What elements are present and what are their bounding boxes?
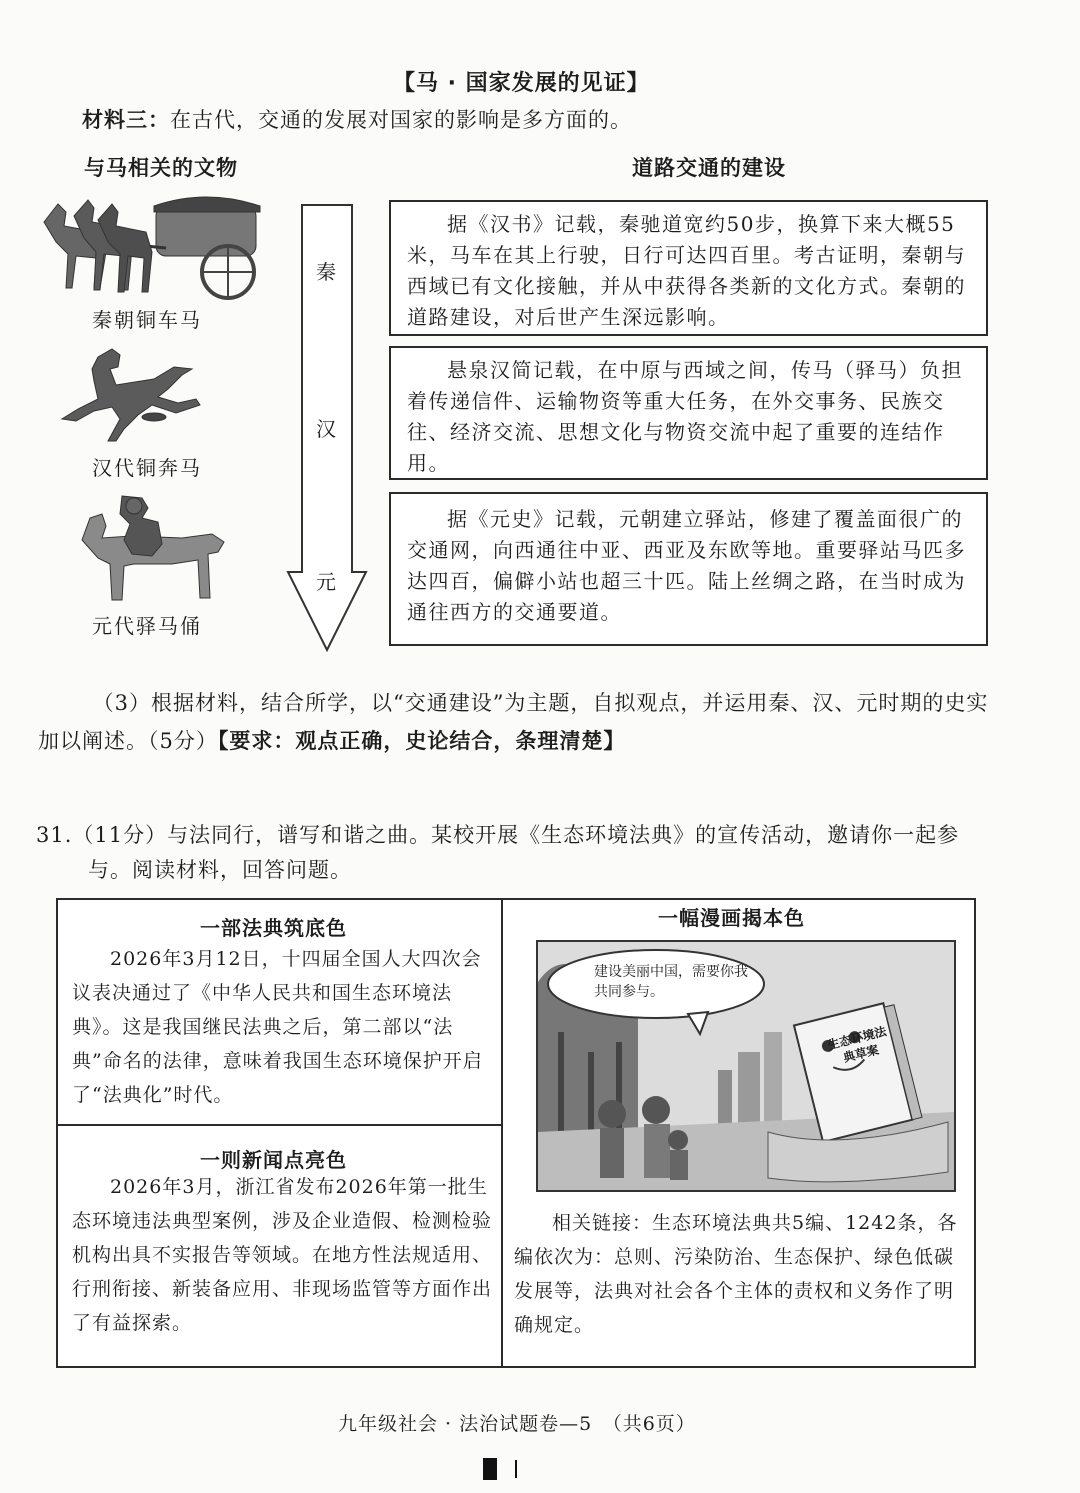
road-box-qin [389,200,988,336]
dynasty-qin: 秦 [316,260,336,284]
artifact-label-figurine: 元代驿马俑 [92,614,202,638]
news-title: 一则新闻点亮色 [200,1148,347,1172]
news-text: 2026年3月，浙江省发布2026年第一批生态环境违法典型案例，涉及企业造假、检测检验机构出具不实报告等领域。在地方性法规适用、行刑衔接、新装备应用、非现场监管等方面作出了有益探索。 [72,1176,493,1334]
table-divider-vertical [501,900,503,1366]
road-box-han [389,346,988,480]
road-text-qin: 据《汉书》记载，秦驰道宽约50步，换算下来大概55米，马车在其上行驶，日行可达四百里。考古证明，秦朝与西域已有文化接触，并从中获得各类新的文化方式。秦朝的道路建设，对后世产生深远影响。 [407,212,966,329]
artifact-label-chariot: 秦朝铜车马 [92,308,202,332]
road-text-han: 悬泉汉简记载，在中原与西域之间，传马（驿马）负担着传递信件、运输物资等重大任务，在外交事务、民族交往、经济交流、思想文化与物资交流中起了重要的连结作用。 [407,358,963,475]
material-text: 在古代，交通的发展对国家的影响是多方面的。 [170,108,632,132]
comic-link-text: 相关链接：生态环境法典共5编、1242条，各编依次为：总则、污染防治、生态保护、绿色低碳发展等，法典对社会各个主体的责权和义务作了明确规定。 [514,1212,958,1336]
codex-title: 一部法典筑底色 [200,916,347,940]
table-divider-horizontal [58,1124,501,1126]
materials-table [56,898,976,1368]
road-box-yuan [389,492,988,646]
roads-header: 道路交通的建设 [632,156,786,180]
material-label: 材料三： [82,108,170,132]
question-3 [38,684,998,760]
section-title: 【马 · 国家发展的见证】 [393,71,650,96]
bronze-chariot-image [36,192,264,304]
post-horse-figurine-image [62,494,234,606]
page-mark [483,1458,497,1480]
artifact-label-horse: 汉代铜奔马 [92,456,202,480]
question-31-line2: 与。阅读材料，回答问题。 [88,858,352,882]
comic-image [536,940,956,1192]
page-mark-line [515,1460,517,1478]
question-31-line1: 31.（11分）与法同行，谱写和谐之曲。某校开展《生态环境法典》的宣传活动，邀请你一起参 [36,823,960,847]
galloping-horse-image [54,345,204,445]
dynasty-yuan: 元 [316,570,336,594]
dynasty-han: 汉 [316,417,336,441]
question-3-requirement: 【要求：观点正确，史论结合，条理清楚】 [217,729,626,753]
question-3-text: （3）根据材料，结合所学，以“交通建设”为主题，自拟观点，并运用秦、汉、元时期的史实加以阐述。（5分） [38,691,989,753]
codex-cell [72,942,492,1112]
road-text-yuan: 据《元史》记载，元朝建立驿站，修建了覆盖面很广的交通网，向西通往中亚、西亚及东欧等地。重要驿站马匹多达四百，偏僻小站也超三十匹。陆上丝绸之路，在当时成为通往西方的交通要道。 [407,507,966,624]
comic-link-cell [514,1206,972,1342]
comic-speech-bubble: 建设美丽中国，需要你我共同参与。 [594,964,748,1000]
comic-title: 一幅漫画揭本色 [658,906,805,930]
codex-text: 2026年3月12日，十四届全国人大四次会议表决通过了《中华人民共和国生态环境法典》。这是我国继民法典之后，第二部以“法典”命名的法律，意味着我国生态环境保护开启了“法典化”时代。 [72,948,483,1106]
artifacts-header: 与马相关的文物 [84,156,238,180]
comic-book-label: 生态环境法典草案 [826,1024,888,1065]
material-intro [82,104,632,134]
news-cell [72,1170,492,1340]
page-footer: 九年级社会 · 法治试题卷—5 （共6页） [338,1413,696,1435]
